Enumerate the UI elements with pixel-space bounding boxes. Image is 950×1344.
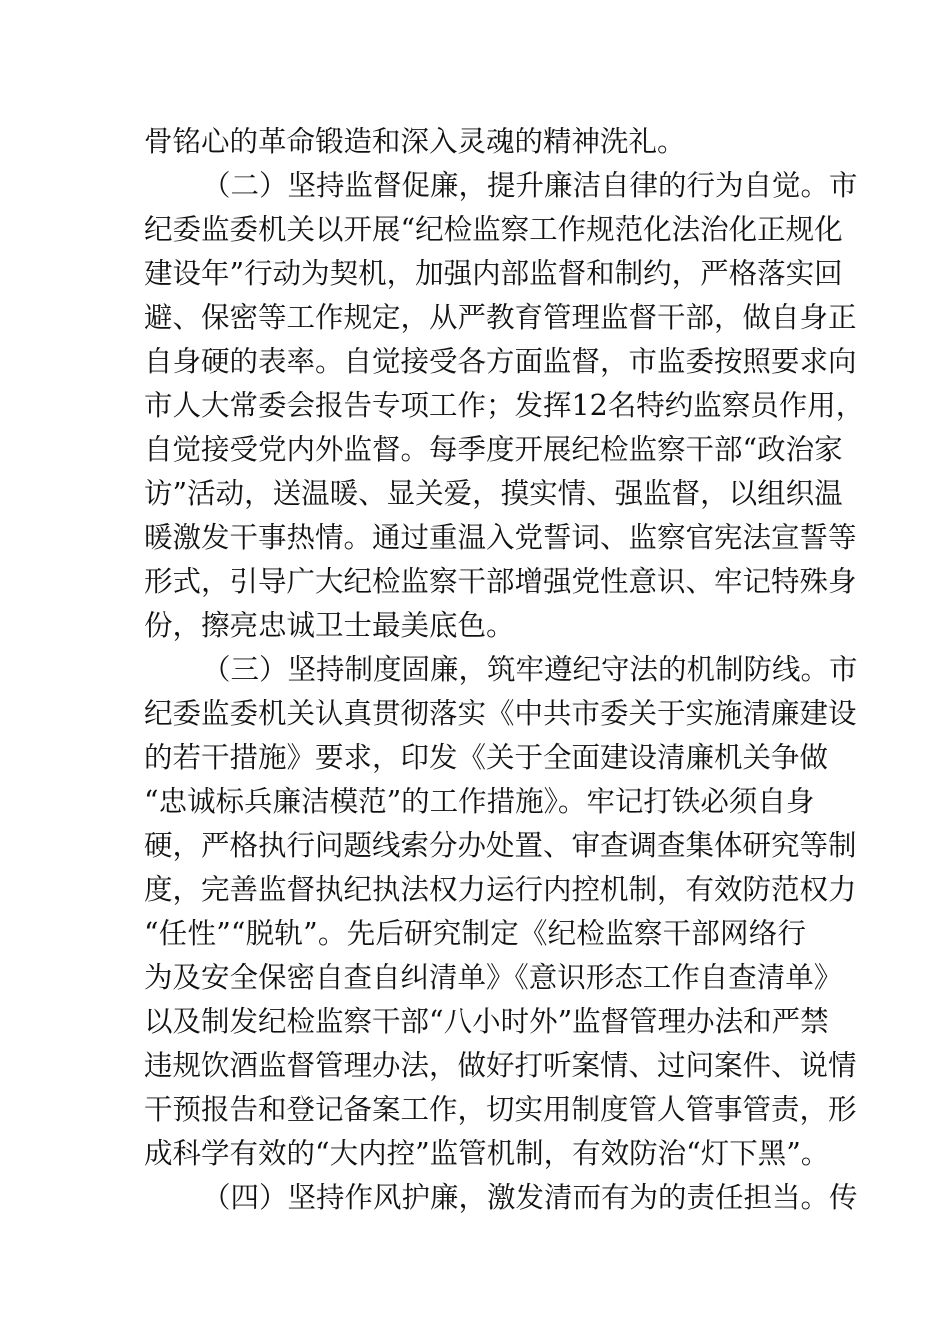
text-line: 访”活动，送温暖、显关爱，摸实情、强监督，以组织温	[144, 477, 843, 510]
text-line: 形式，引导广大纪检监察干部增强党性意识、牢记特殊身	[144, 565, 857, 598]
text-line: 为及安全保密自查自纠清单》《意识形态工作自查清单》	[144, 961, 843, 994]
text-line: 自觉接受党内外监督。每季度开展纪检监察干部“政治家	[144, 433, 843, 466]
text-line: “任性”“脱轨”。先后研究制定《纪检监察干部网络行	[144, 917, 806, 950]
section-heading-line: （三）坚持制度固廉，筑牢遵纪守法的机制防线。市	[202, 653, 858, 686]
section-heading-line: （四）坚持作风护廉，激发清而有为的责任担当。传	[202, 1181, 858, 1214]
text-line: 成科学有效的“大内控”监管机制，有效防治“灯下黑”。	[144, 1137, 830, 1170]
text-line: “忠诚标兵廉洁模范”的工作措施》。牢记打铁必须自身	[144, 785, 815, 818]
text-line: 建设年”行动为契机，加强内部监督和制约，严格落实回	[144, 257, 843, 290]
section-heading-line: （二）坚持监督促廉，提升廉洁自律的行为自觉。市	[202, 169, 858, 202]
text-line: 避、保密等工作规定，从严教育管理监督干部，做自身正	[144, 301, 857, 334]
text-line: 违规饮酒监督管理办法，做好打听案情、过问案件、说情	[144, 1049, 857, 1082]
text-line: 暖激发干事热情。通过重温入党誓词、监察官宪法宣誓等	[144, 521, 857, 554]
text-line: 度，完善监督执纪执法权力运行内控机制，有效防范权力	[144, 873, 857, 906]
text-line: 硬，严格执行问题线索分办处置、审查调查集体研究等制	[144, 829, 857, 862]
text-line: 自身硬的表率。自觉接受各方面监督，市监委按照要求向	[144, 345, 857, 378]
text-line: 纪委监委机关认真贯彻落实《中共市委关于实施清廉建设	[144, 697, 857, 730]
text-line: 市人大常委会报告专项工作；发挥12名特约监察员作用，	[144, 389, 865, 422]
text-line: 以及制发纪检监察干部“八小时外”监督管理办法和严禁	[144, 1005, 829, 1038]
text-line: 纪委监委机关以开展“纪检监察工作规范化法治化正规化	[144, 213, 843, 246]
text-line: 份，擦亮忠诚卫士最美底色。	[144, 609, 515, 642]
text-line: 的若干措施》要求，印发《关于全面建设清廉机关争做	[144, 741, 829, 774]
text-line: 干预报告和登记备案工作，切实用制度管人管事管责，形	[144, 1093, 857, 1126]
text-line: 骨铭心的革命锻造和深入灵魂的精神洗礼。	[144, 125, 686, 158]
